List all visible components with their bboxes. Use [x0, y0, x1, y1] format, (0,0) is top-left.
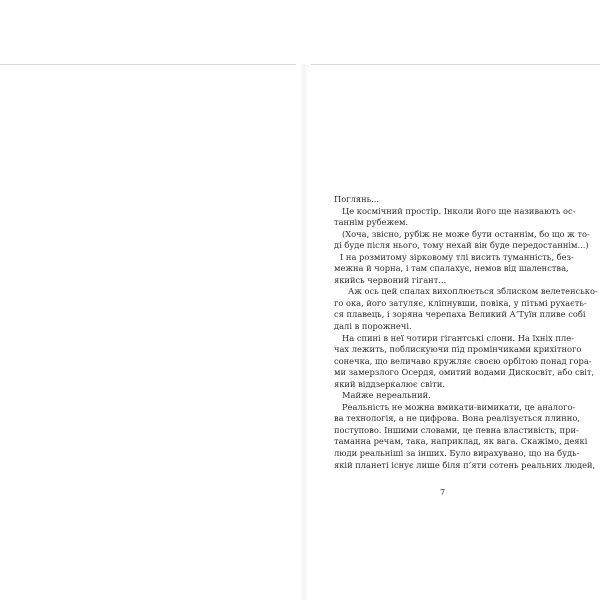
right-page-edge — [311, 64, 600, 65]
text-line: межна й чорна, і там спалахує, немов від шаленства, — [334, 263, 569, 274]
text-line: (Хоча, звісно, рубіж не може бути останнім, бо що ж то- — [342, 228, 590, 239]
text-line: чах лежить, поблискуючи під промінчиками крихітного — [334, 344, 582, 355]
book-gutter — [299, 64, 309, 600]
text-line: таманна речам, така, наприклад, як вага. Скажімо, деякі — [334, 436, 588, 447]
text-line: Майже нереальний. — [342, 390, 431, 401]
text-line: ся плавець, і зоряна черепаха Великий А’Туїн пливе собі — [334, 309, 586, 320]
text-line: ва технологія, а не цифрова. Вона реалізується плинно, — [334, 413, 580, 424]
text-line: І на розмитому зірковому тлі висить туманність, без- — [340, 251, 574, 262]
text-line: якій планеті існує лише біля п’яти сотень реальних людей, — [334, 459, 596, 470]
page-body-text — [334, 194, 598, 471]
text-line: Це космічний простір. Інколи його ще називають ос- — [342, 205, 576, 216]
page-number: 7 — [440, 488, 446, 497]
text-line: Поглянь... — [334, 194, 380, 204]
text-line: сонечка, що величаво кружляє своєю орбітою понад гора- — [334, 355, 592, 366]
text-line: який віддзеркалює світи. — [334, 378, 446, 389]
text-line: го ока, його затуляє, кліпнувши, повіка, у пітьмі рухаєть- — [334, 297, 587, 308]
text-line: Реальність не можна вмикати-вимикати, це аналого- — [342, 401, 576, 412]
text-line: люди реальніші за інших. Було вирахувано, що на будь- — [334, 448, 580, 459]
text-line: якийсь червоний гігант... — [334, 274, 447, 285]
text-line: ми замерзлого Осердя, омитий водами Дискосвіт, або світ, — [334, 367, 595, 378]
text-line: ді буде після нього, тому нехай він буде передостаннім...) — [334, 240, 589, 251]
text-line: таннім рубежем. — [334, 217, 409, 228]
text-line: далі в порожнечі. — [334, 321, 412, 332]
text-line: поступово. Іншими словами, це певна властивість, при- — [334, 424, 579, 435]
text-line: Аж ось цей спалах вихоплюється зблиском велетенсько- — [348, 286, 598, 297]
left-page-edge — [0, 64, 296, 65]
text-line: На спині в неї чотири гігантські слони. На їхніх пле- — [342, 332, 574, 343]
